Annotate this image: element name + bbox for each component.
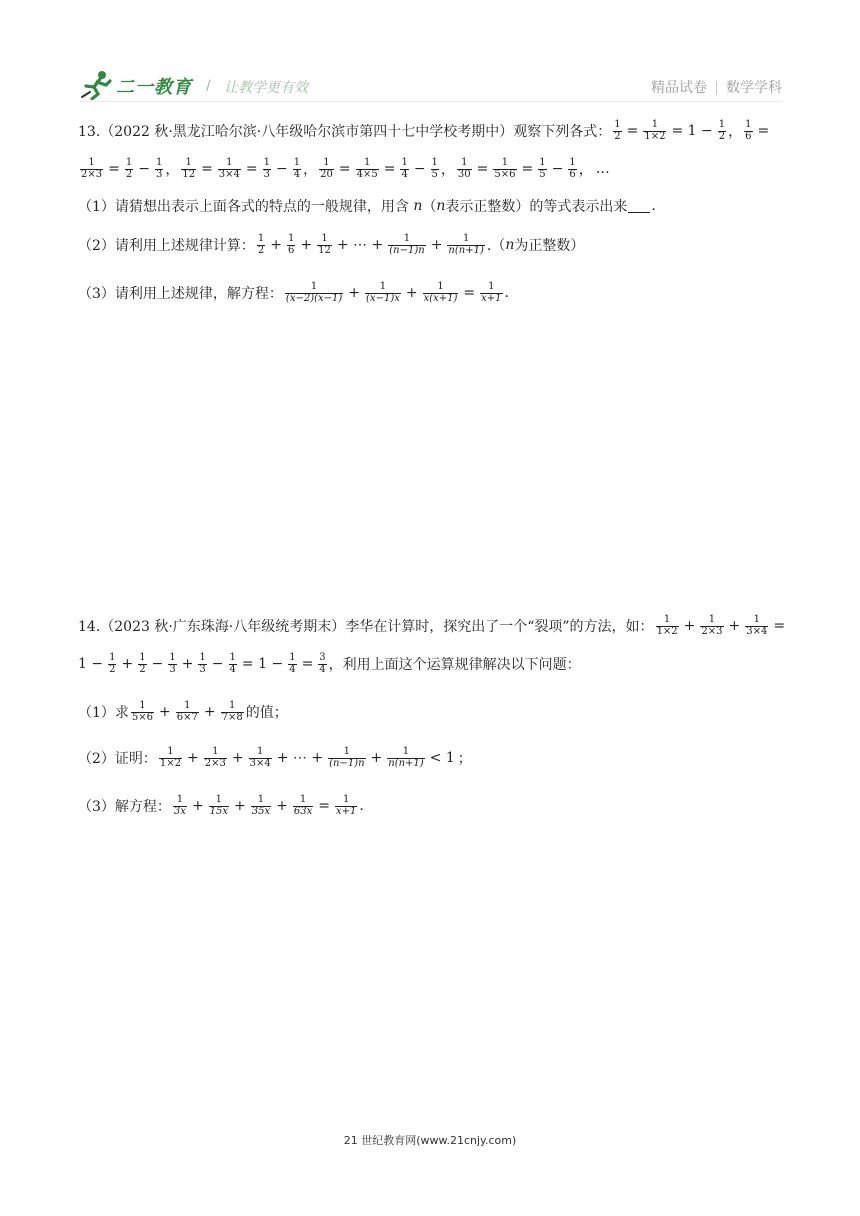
- fraction: $\frac{1}{12}$: [182, 157, 196, 180]
- page-header: [80, 64, 782, 102]
- q13-part-1: （1）请猜想出表示上面各式的特点的一般规律，用含 n （ n 表示正整数）的等式表示出来 .: [78, 198, 656, 215]
- fraction: $\frac{1}{4}$: [401, 157, 408, 180]
- fraction: $\frac{1}{3}$: [169, 652, 176, 675]
- fraction: $\frac{1}{63x}$: [293, 794, 313, 817]
- header-rule: [80, 101, 782, 102]
- fraction: $\frac{1}{5\times 6}$: [131, 700, 154, 723]
- fraction: $\frac{1}{20}$: [320, 157, 333, 180]
- header-subject: 数学学科: [726, 80, 782, 96]
- fraction: $\frac{1}{n(n+1)}$: [388, 746, 424, 769]
- fraction: $\frac{1}{x+1}$: [336, 794, 357, 817]
- fraction: $\frac{1}{(n-1)n}$: [389, 233, 425, 256]
- fraction: $\frac{1}{(x-1)x}$: [366, 281, 400, 304]
- q13-line-1: 13.（2022 秋·黑龙江哈尔滨·八年级哈尔滨市第四十七中学校考期中）观察下列各式： $\frac{1}{2}$ = $\frac{1}{1\times 2}$ = 1 − $\frac{1}{2}$ ， $\frac{1}{6}$ =: [78, 119, 770, 142]
- fraction: $\frac{1}{6}$: [569, 157, 576, 180]
- fraction: $\frac{1}{30}$: [457, 157, 471, 180]
- fraction: $\frac{1}{2\times 3}$: [204, 746, 226, 769]
- fraction: $\frac{1}{5\times 6}$: [494, 157, 516, 180]
- fraction: $\frac{1}{6\times 7}$: [176, 700, 198, 723]
- q14-part-2: （2）证明： $\frac{1}{1\times 2}$ + $\frac{1}{2\times 3}$ + $\frac{1}{3\times 4}$ + ⋯ + $\frac{1}{(n-1)n}$ + $\frac{1}{n(n+1)}$ < 1 ；: [78, 746, 472, 769]
- fraction: $\frac{1}{3\times 4}$: [249, 746, 271, 769]
- fraction: $\frac{1}{2}$: [109, 652, 116, 675]
- fraction: $\frac{1}{3\times 4}$: [218, 157, 240, 180]
- fraction: $\frac{1}{4}$: [229, 652, 236, 675]
- fraction: $\frac{1}{3}$: [199, 652, 206, 675]
- fraction: $\frac{1}{3}$: [263, 157, 271, 180]
- fraction: $\frac{1}{(n-1)n}$: [329, 746, 365, 769]
- fraction: $\frac{1}{15x}$: [209, 794, 229, 817]
- fraction: $\frac{1}{x+1}$: [481, 281, 502, 304]
- fraction: $\frac{1}{2}$: [139, 652, 146, 675]
- header-slash: /: [206, 78, 211, 94]
- fraction: $\frac{1}{2}$: [614, 119, 621, 142]
- fraction: $\frac{1}{3\times 4}$: [746, 614, 768, 637]
- fraction: $\frac{1}{12}$: [318, 233, 331, 256]
- fraction: $\frac{1}{6}$: [745, 119, 752, 142]
- fraction: $\frac{1}{2}$: [257, 233, 265, 256]
- fraction: $\frac{1}{6}$: [288, 233, 295, 256]
- fraction: $\frac{1}{2}$: [125, 157, 133, 180]
- header-slogan: 让教学更有效: [224, 80, 308, 96]
- fraction: $\frac{1}{1\times 2}$: [644, 119, 666, 142]
- fraction: $\frac{1}{35x}$: [251, 794, 271, 817]
- header-paper-type: 精品试卷: [651, 80, 707, 96]
- fraction: $\frac{1}{4}$: [293, 157, 301, 180]
- q13-line-2: $\frac{1}{2\times 3}$ = $\frac{1}{2}$ − $\frac{1}{3}$ ， $\frac{1}{12}$ = $\frac{1}{3\times 4}$ = $\frac{1}{3}$ − $\frac{1}{4}$ ， $\frac{1}{20}$ = $\frac{1}{4\times 5}$ = $\frac{1}{4}$ − $\frac{1}{5}$ ， $\frac{1}{30}$ = $\frac{1}{5\times 6}$ = $\frac{1}{5}$ − $\frac{1}{6}$ ， …: [81, 157, 610, 180]
- page-footer: 21 世纪教育网(www.21cnjy.com): [343, 1134, 517, 1147]
- fraction: $\frac{1}{7\times 8}$: [221, 700, 243, 723]
- q13-part-3: （3）请利用上述规律，解方程： $\frac{1}{(x-2)(x-1)}$ + $\frac{1}{(x-1)x}$ + $\frac{1}{x(x+1)}$ = $\frac{1}{x+1}$ .: [78, 281, 509, 304]
- q13-part-2: （2）请利用上述规律计算： $\frac{1}{2}$ + $\frac{1}{6}$ + $\frac{1}{12}$ + ⋯ + $\frac{1}{(n-1)n}$ + $\frac{1}{n(n+1)}$ .（ n 为正整数）: [78, 233, 585, 256]
- fraction: $\frac{1}{n(n+1)}$: [448, 233, 484, 256]
- q14-part-3: （3）解方程： $\frac{1}{3x}$ + $\frac{1}{15x}$ + $\frac{1}{35x}$ + $\frac{1}{63x}$ = $\frac{1}{x+1}$ .: [78, 794, 364, 817]
- fraction: $\frac{1}{5}$: [431, 157, 438, 180]
- fraction: $\frac{1}{2\times 3}$: [701, 614, 723, 637]
- q14-part-1: （1）求 $\frac{1}{5\times 6}$ + $\frac{1}{6\times 7}$ + $\frac{1}{7\times 8}$ 的值；: [78, 700, 288, 723]
- fraction: $\frac{1}{1\times 2}$: [159, 746, 182, 769]
- fraction: $\frac{1}{2}$: [718, 119, 726, 142]
- brand-name: 二一教育: [116, 77, 192, 98]
- fraction: $\frac{3}{4}$: [319, 652, 326, 675]
- fraction: $\frac{1}{x(x+1)}$: [423, 281, 458, 304]
- fraction: $\frac{1}{2\times 3}$: [81, 157, 103, 180]
- fraction: $\frac{1}{5}$: [539, 157, 546, 180]
- q14-prefix: 14.（2023 秋·广东珠海·八年级统考期末）李华在计算时，探究出了一个“裂项”的方法，如：: [78, 619, 654, 635]
- q14-line-2: 1 − $\frac{1}{2}$ + $\frac{1}{2}$ − $\frac{1}{3}$ + $\frac{1}{3}$ − $\frac{1}{4}$ = 1 − $\frac{1}{4}$ = $\frac{3}{4}$ ，利用上面这个运算规律解决以下问题：: [78, 652, 581, 675]
- header-right: [651, 77, 782, 97]
- fraction: $\frac{1}{3x}$: [173, 794, 186, 817]
- answer-blank[interactable]: [628, 200, 650, 213]
- fraction: $\frac{1}{4\times 5}$: [356, 157, 378, 180]
- fraction: $\frac{1}{3}$: [155, 157, 163, 180]
- q14-line-1: 14.（2023 秋·广东珠海·八年级统考期末）李华在计算时，探究出了一个“裂项”的方法，如： $\frac{1}{1\times 2}$ + $\frac{1}{2\times 3}$ + $\frac{1}{3\times 4}$ =: [78, 614, 786, 637]
- header-divider: [716, 81, 717, 95]
- fraction: $\frac{1}{(x-2)(x-1)}$: [285, 281, 343, 304]
- q13-prefix: 13.（2022 秋·黑龙江哈尔滨·八年级哈尔滨市第四十七中学校考期中）观察下列各式：: [78, 124, 612, 140]
- fraction: $\frac{1}{1\times 2}$: [656, 614, 678, 637]
- fraction: $\frac{1}{4}$: [289, 652, 296, 675]
